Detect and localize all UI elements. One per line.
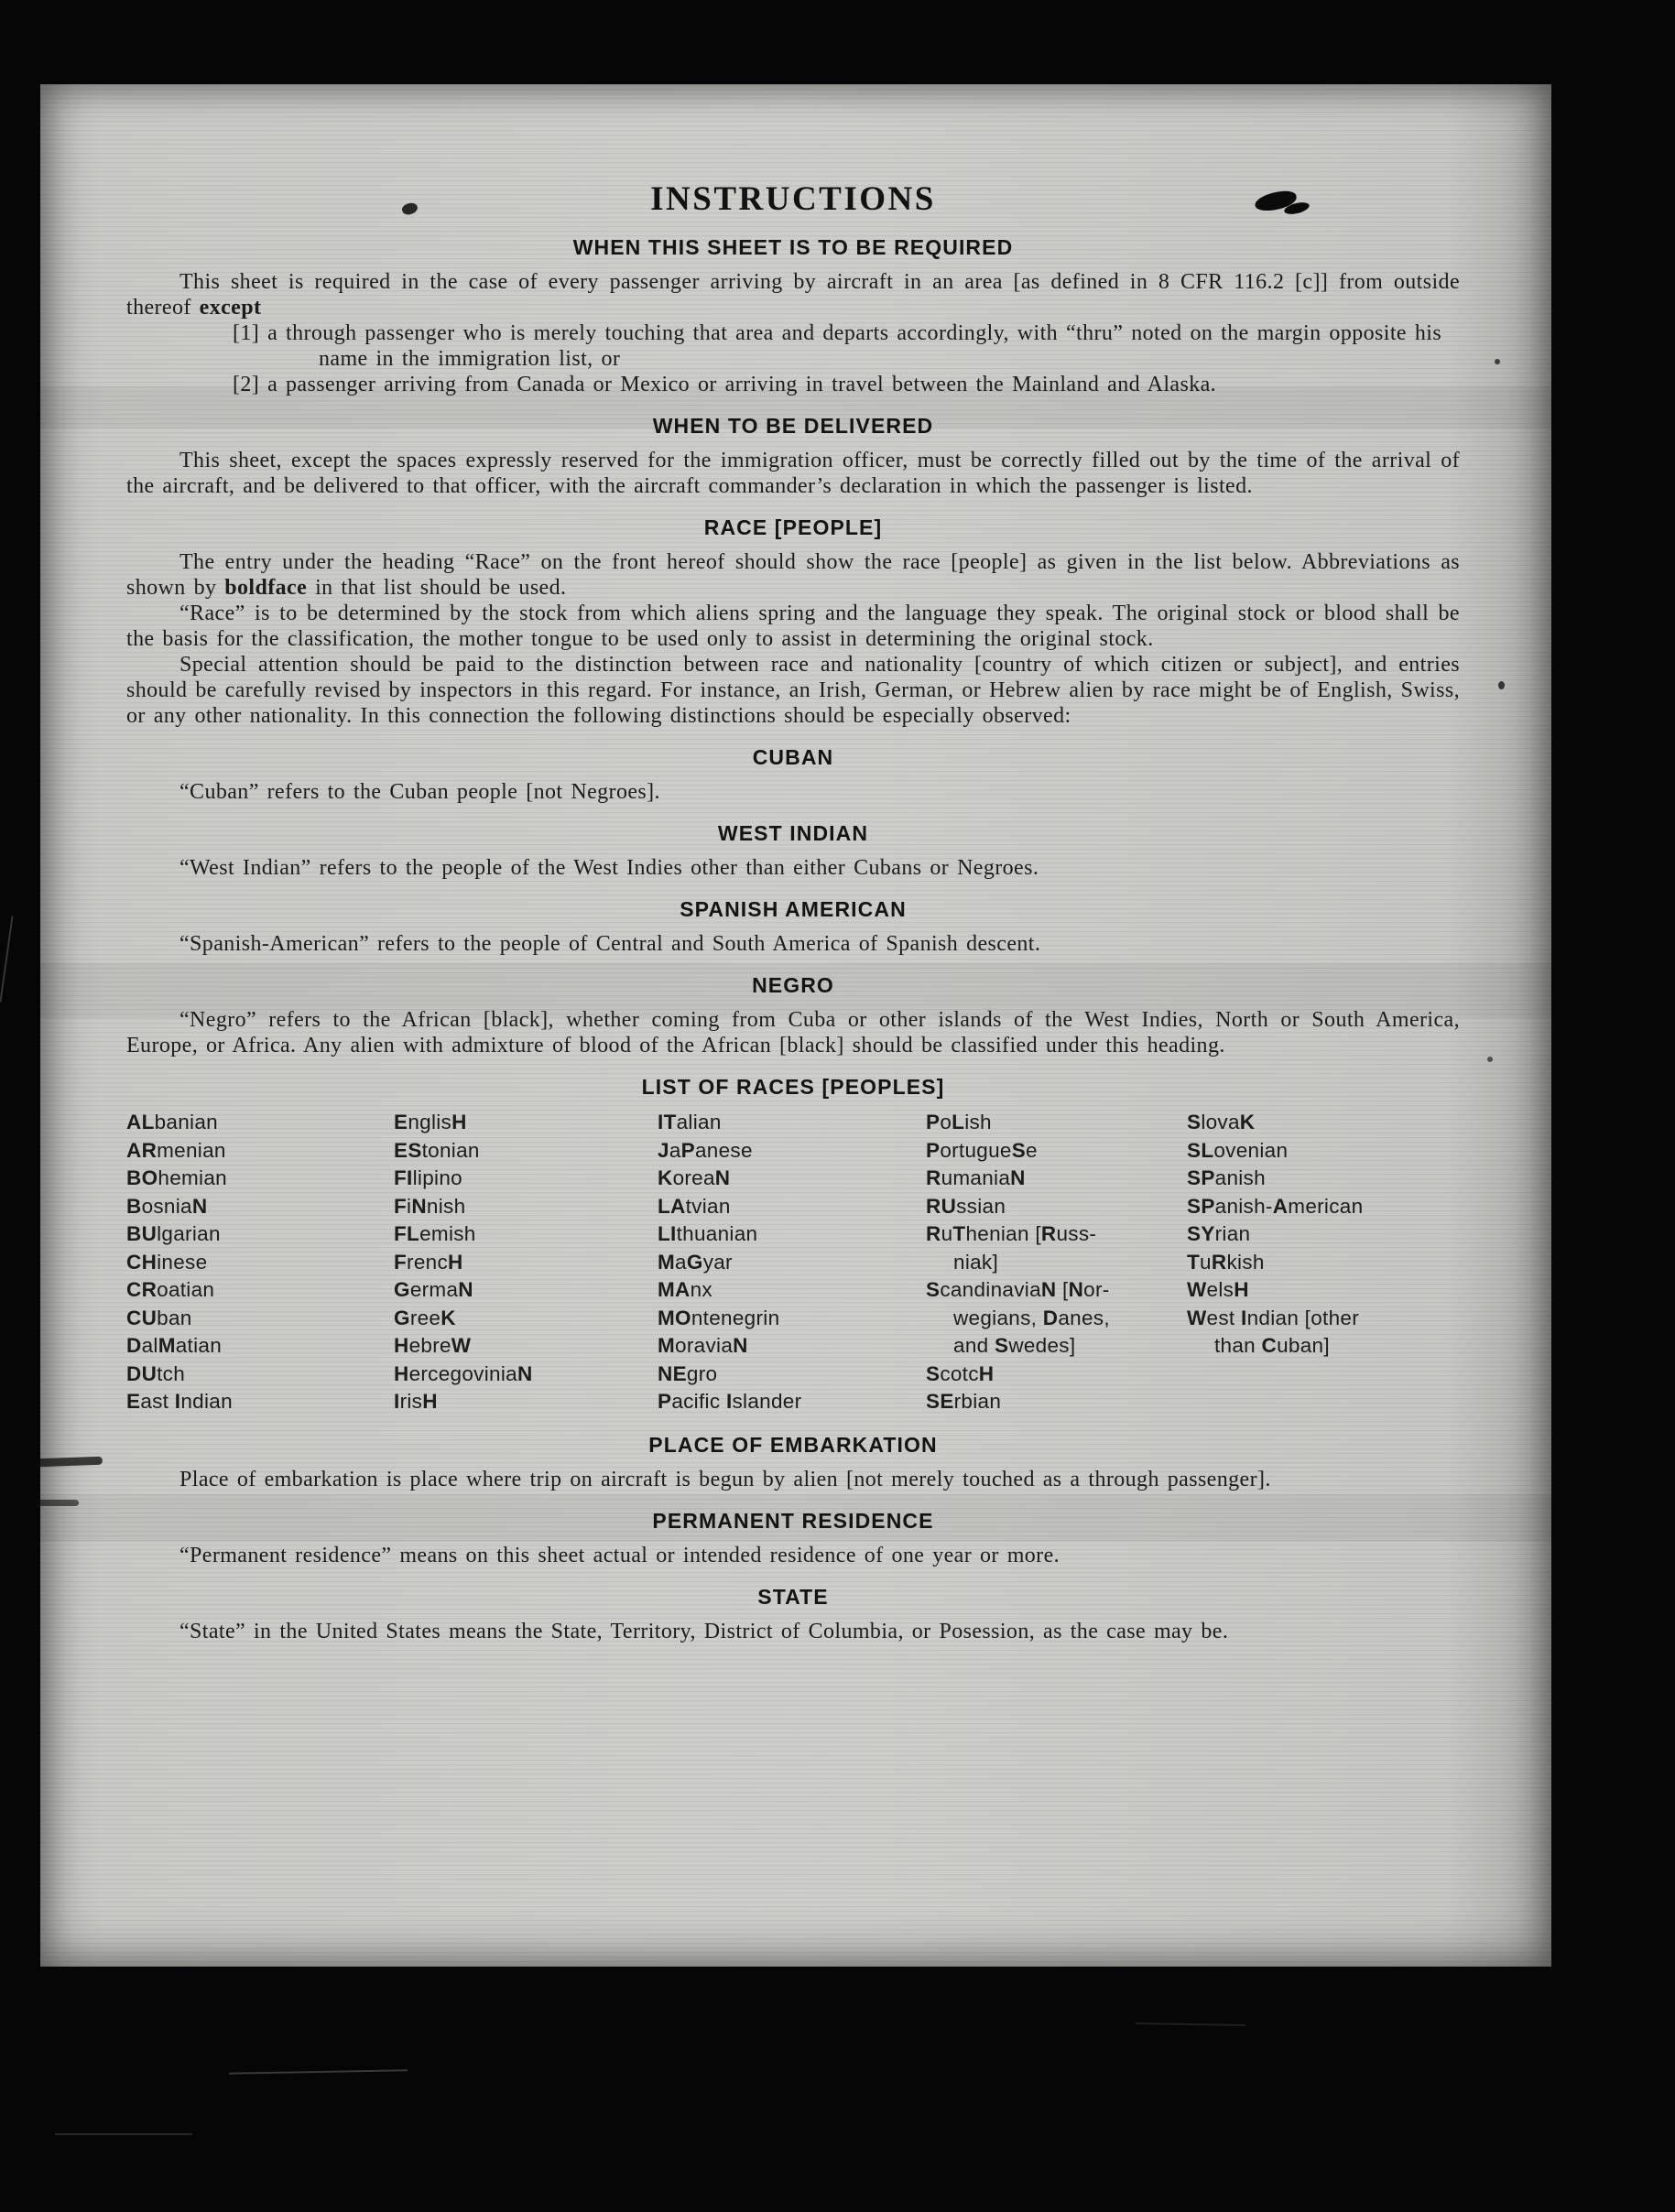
document-content [40, 84, 1551, 1644]
west-indian-paragraph: “West Indian” refers to the people of the West Indies other than either Cubans or Negroes. [179, 856, 1039, 880]
race-entry: ALbanian [126, 1111, 218, 1133]
spanish-american-paragraph: “Spanish-American” refers to the people of Central and South America of Spanish descent. [179, 932, 1041, 956]
races-column-5 [1187, 1109, 1460, 1416]
race-entry: SPanish [1187, 1166, 1266, 1189]
scratch-mark [55, 2133, 192, 2135]
race-entry: MOntenegrin [658, 1306, 780, 1329]
race-paragraph-2: “Race” is to be determined by the stock from which aliens spring and the language they speak. The original stock or blood shall be the basis for the classification, the mother tongue to be used only to assist in determining the original stock. [126, 602, 1460, 651]
race-entry: HebreW [394, 1334, 472, 1357]
race-entry: MaGyar [658, 1250, 733, 1274]
race-entry: wegians, Danes, [953, 1306, 1110, 1329]
race-entry: East Indian [126, 1390, 233, 1413]
race-entry: ScotcH [926, 1361, 995, 1385]
race-entry: HercegoviniaN [394, 1361, 533, 1385]
races-list [126, 1109, 1460, 1416]
race-entry: CUban [126, 1306, 192, 1329]
race-entry: SPanish-American [1187, 1194, 1364, 1218]
race-entry: FLemish [394, 1222, 476, 1245]
required-intro [126, 269, 1460, 320]
race-entry: niak] [953, 1250, 999, 1274]
race-entry: EStonian [394, 1138, 480, 1162]
scratch-mark [229, 2069, 408, 2074]
section-heading-delivered: WHEN TO BE DELIVERED [652, 414, 934, 438]
races-column-1 [126, 1109, 394, 1416]
race-entry: Pacific Islander [658, 1390, 802, 1413]
section-heading-race: RACE [PEOPLE] [703, 515, 883, 539]
race-entry: ScandinaviaN [Nor- [926, 1278, 1110, 1301]
race-entry: NEgro [658, 1361, 718, 1385]
race-entry: West Indian [other [1187, 1306, 1360, 1329]
race-entry: LIthuanian [658, 1222, 758, 1245]
race-entry: FrencH [394, 1250, 463, 1274]
embarkation-paragraph: Place of embarkation is place where trip on aircraft is begun by alien [not merely touched as a through passenger]. [179, 1467, 1271, 1491]
section-heading-state: STATE [757, 1584, 829, 1609]
races-column-4 [926, 1109, 1187, 1416]
section-heading-residence: PERMANENT RESIDENCE [652, 1508, 934, 1533]
race-entry: FIlipino [394, 1166, 462, 1189]
race-entry: BosniaN [126, 1194, 208, 1218]
race-entry: CRoatian [126, 1278, 215, 1301]
race-entry: IrisH [394, 1390, 438, 1413]
race-entry: GermaN [394, 1278, 473, 1301]
race-entry: RuThenian [Russ- [926, 1222, 1097, 1245]
scratch-mark [0, 916, 14, 1002]
race-entry: KoreaN [658, 1166, 731, 1189]
races-column-3 [658, 1109, 926, 1416]
race-entry: PortugueSe [926, 1138, 1038, 1162]
cuban-paragraph: “Cuban” refers to the Cuban people [not Negroes]. [179, 780, 660, 804]
race-entry: GreeK [394, 1306, 456, 1329]
race-entry: ITalian [658, 1111, 722, 1133]
race-entry: PoLish [926, 1111, 992, 1133]
section-heading-negro: NEGRO [752, 973, 834, 997]
document-title: INSTRUCTIONS [650, 180, 936, 218]
race-entry: WelsH [1187, 1278, 1249, 1301]
race-entry: SLovenian [1187, 1138, 1289, 1162]
required-intro-bold: except [199, 296, 262, 320]
race-paragraph-1 [126, 549, 1460, 601]
race-entry: RumaniaN [926, 1166, 1026, 1189]
race-paragraph-3: Special attention should be paid to the distinction between race and nationality [country of which citizen or subject], and entries should be carefully revised by inspectors in this regard. For instance, an Irish, German, or Hebrew alien by race might be of English, Swiss, or any other nationality. In this connection the following distinctions should be especially observed: [126, 653, 1460, 728]
section-heading-required: WHEN THIS SHEET IS TO BE REQUIRED [572, 235, 1014, 259]
race-entry: FiNnish [394, 1194, 466, 1218]
race-entry: BUlgarian [126, 1222, 221, 1245]
race-entry: ARmenian [126, 1138, 226, 1162]
race-entry: BOhemian [126, 1166, 227, 1189]
race-entry: TuRkish [1187, 1250, 1265, 1274]
section-heading-west-indian: WEST INDIAN [717, 821, 869, 845]
delivered-paragraph: This sheet, except the spaces expressly reserved for the immigration officer, must be correctly filled out by the time of the arrival of the aircraft, and be delivered to that officer, with the aircraft commander’s declaration in which the passenger is listed. [126, 449, 1460, 498]
section-heading-cuban: CUBAN [752, 745, 834, 769]
race-paragraph-1-tail: in that list should be used. [315, 576, 567, 600]
race-paragraph-1-text: The entry under the heading “Race” on the front hereof should show the race [people] as given in the list below. Abbreviations as shown by [126, 550, 1460, 600]
race-entry: CHinese [126, 1250, 208, 1274]
negro-paragraph: “Negro” refers to the African [black], whether coming from Cuba or other islands of the West Indies, North or South America, Europe, or Africa. Any alien with admixture of blood of the African [black] should be classified under this heading. [126, 1008, 1460, 1057]
required-item-1: [1] a through passenger who is merely touching that area and departs accordingly, with “thru” noted on the margin opposite his name in the immigration list, or [233, 321, 1442, 371]
race-entry: LAtvian [658, 1194, 731, 1218]
race-entry: MAnx [658, 1278, 712, 1301]
race-entry: DUtch [126, 1361, 186, 1385]
race-paragraph-1-bold: boldface [224, 576, 308, 600]
residence-paragraph: “Permanent residence” means on this sheet actual or intended residence of one year or more. [179, 1543, 1060, 1567]
race-entry: MoraviaN [658, 1334, 748, 1357]
document-sheet [40, 84, 1551, 1967]
race-entry: and Swedes] [953, 1334, 1076, 1357]
state-paragraph: “State” in the United States means the State, Territory, District of Columbia, or Posession, as the case may be. [179, 1619, 1229, 1643]
race-entry: SlovaK [1187, 1111, 1256, 1133]
section-heading-embarkation: PLACE OF EMBARKATION [648, 1432, 938, 1457]
race-entry: DalMatian [126, 1334, 223, 1357]
race-entry: RUssian [926, 1194, 1006, 1218]
required-intro-text: This sheet is required in the case of every passenger arriving by aircraft in an area [as defined in 8 CFR 116.2 [c]] from outside thereof [126, 270, 1460, 320]
race-entry: SYrian [1187, 1222, 1251, 1245]
section-heading-spanish-american: SPANISH AMERICAN [680, 897, 907, 921]
races-column-2 [394, 1109, 658, 1416]
scratch-mark [1136, 2022, 1245, 2026]
race-entry: than Cuban] [1214, 1334, 1330, 1357]
race-entry: EnglisH [394, 1111, 467, 1133]
required-item-2: [2] a passenger arriving from Canada or Mexico or arriving in travel between the Mainland and Alaska. [233, 373, 1217, 396]
race-entry: SErbian [926, 1390, 1002, 1413]
race-entry: JaPanese [658, 1138, 753, 1162]
section-heading-races-list: LIST OF RACES [PEOPLES] [641, 1075, 945, 1099]
